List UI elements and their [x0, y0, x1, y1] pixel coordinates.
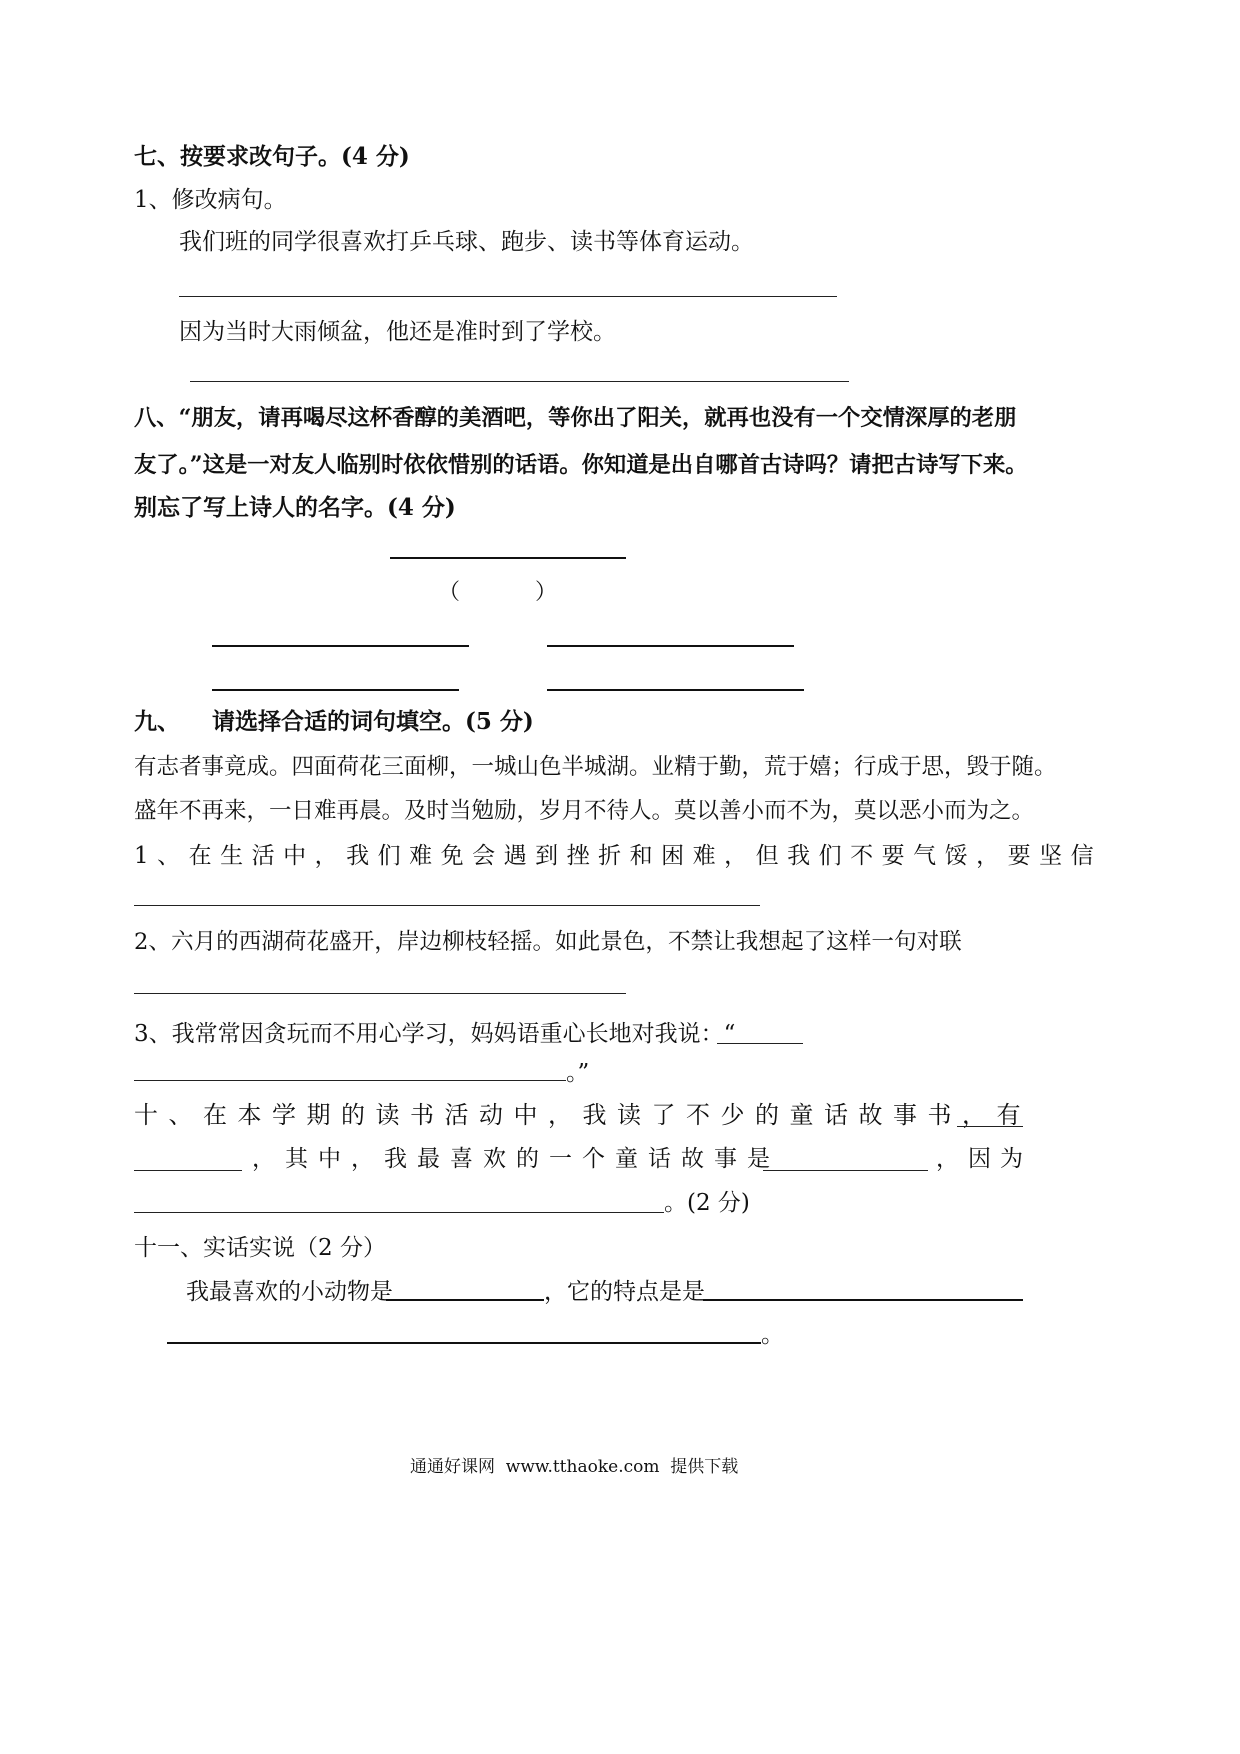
section7-heading: 七、按要求改句子。(4 分) [134, 143, 410, 170]
poem-title-line[interactable] [390, 557, 626, 559]
poem-line[interactable] [212, 689, 459, 691]
poet-name-blank[interactable] [462, 607, 534, 608]
section9-options-line2: 盛年不再来，一日难再晨。及时当勉励，岁月不待人。莫以善小而不为，莫以恶小而为之。 [134, 798, 1035, 824]
paren-open: （ [438, 580, 461, 605]
section7-sentence2: 因为当时大雨倾盆，他还是准时到了学校。 [179, 319, 616, 345]
answer-line[interactable] [134, 1080, 566, 1081]
answer-line[interactable] [134, 1170, 242, 1171]
section11-end: 。 [761, 1322, 784, 1348]
section11-heading: 十一、实话实说（2 分） [134, 1235, 386, 1261]
section7-item1: 1、修改病句。 [134, 187, 287, 213]
poem-line[interactable] [547, 645, 794, 647]
animal-feature-blank[interactable] [703, 1299, 1023, 1301]
answer-line[interactable] [190, 381, 849, 382]
animal-feature-blank-2[interactable] [167, 1342, 761, 1344]
section11-text1: 我最喜欢的小动物是 [186, 1279, 393, 1305]
answer-line[interactable] [717, 1043, 803, 1044]
section9-q3-end: 。” [566, 1060, 590, 1086]
section10-part3: ，因为 [936, 1146, 1032, 1172]
section7-sentence1: 我们班的同学很喜欢打乒乓球、跑步、读书等体育运动。 [179, 229, 754, 255]
poem-line[interactable] [212, 645, 469, 647]
page-footer: 通通好课网 www.tthaoke.com 提供下载 [410, 1457, 739, 1477]
answer-line[interactable] [763, 1170, 928, 1171]
paren-close: ） [535, 580, 558, 605]
section9-options-line1: 有志者事竟成。四面荷花三面柳，一城山色半城湖。业精于勤，荒于嬉；行成于思，毁于随。 [134, 754, 1057, 780]
section8-line2: 友了。”这是一对友人临别时依依惜别的话语。你知道是出自哪首古诗吗？请把古诗写下来。 [134, 452, 1028, 478]
section10-part4: 。(2 分) [664, 1190, 750, 1216]
answer-line[interactable] [134, 1212, 664, 1213]
poem-line[interactable] [547, 689, 804, 691]
section9-q2: 2、六月的西湖荷花盛开，岸边柳枝轻摇。如此景色，不禁让我想起了这样一句对联 [134, 929, 962, 955]
section10-part2: ，其中，我最喜欢的一个童话故事是 [252, 1146, 780, 1172]
section9-q3: 3、我常常因贪玩而不用心学习，妈妈语重心长地对我说：“ [134, 1021, 736, 1047]
favorite-animal-blank[interactable] [386, 1299, 544, 1301]
section10-part1: 十、在本学期的读书活动中，我读了不少的童话故事书，有 [134, 1101, 1031, 1129]
answer-line[interactable] [179, 296, 837, 297]
answer-line[interactable] [134, 993, 626, 994]
answer-line[interactable] [134, 905, 760, 906]
section9-q1: 1、在生活中，我们难免会遇到挫折和困难，但我们不要气馁，要坚信 [134, 843, 1103, 869]
section11-text2: ，它的特点是是 [544, 1279, 705, 1305]
section8-line1: 八、“朋友，请再喝尽这杯香醇的美酒吧，等你出了阳关，就再也没有一个交情深厚的老朋 [134, 405, 1017, 431]
answer-line[interactable] [957, 1126, 1023, 1127]
section9-heading: 九、 请选择合适的词句填空。(5 分) [134, 708, 534, 735]
section8-line3: 别忘了写上诗人的名字。(4 分) [134, 494, 456, 521]
